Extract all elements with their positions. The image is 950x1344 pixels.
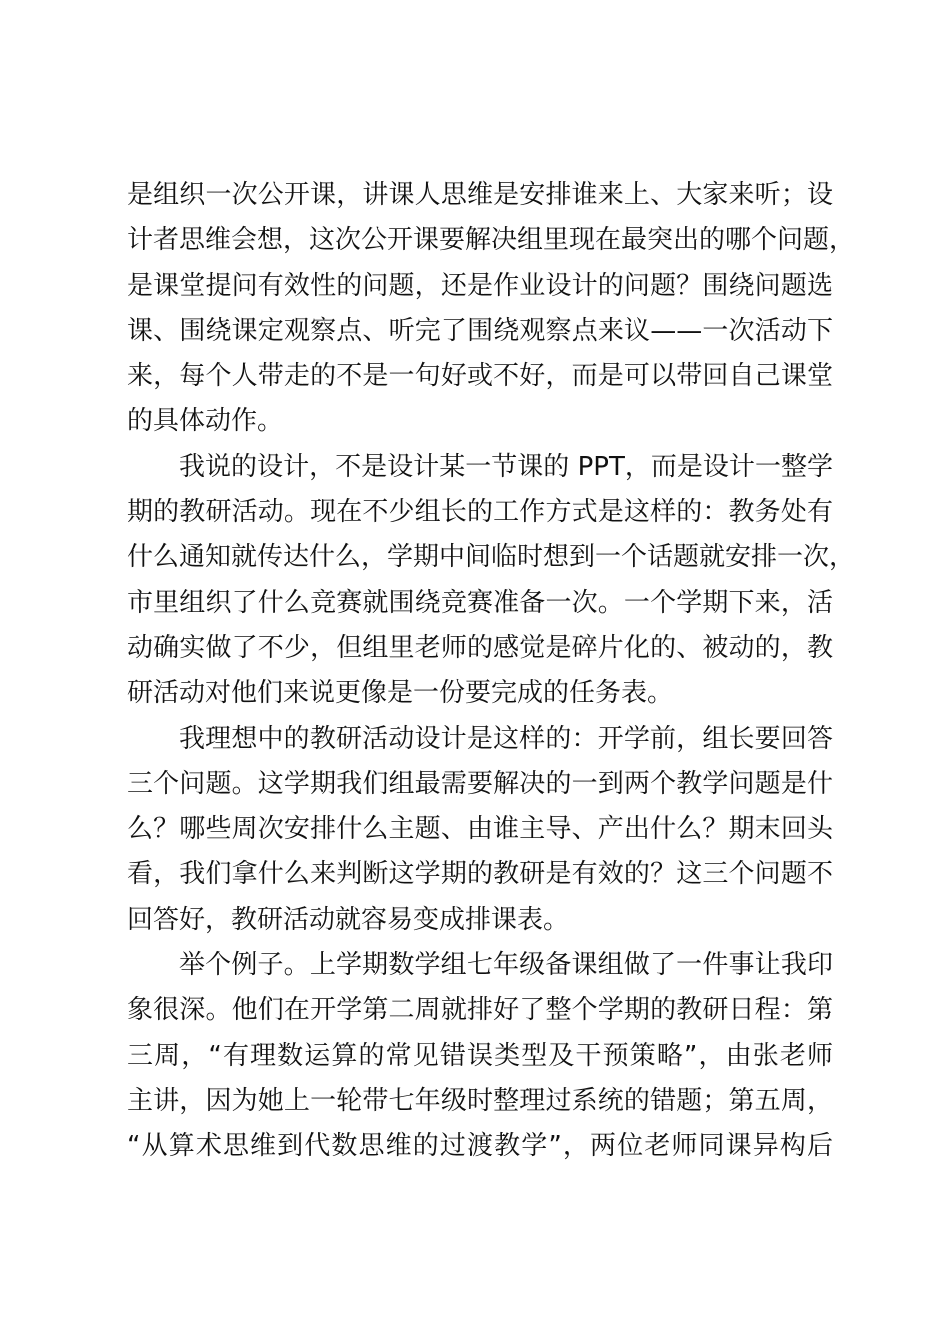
text-line: “从算术思维到代数思维的过渡教学”，两位老师同课异构后 <box>127 1131 833 1162</box>
text-line: 回答好，教研活动就容易变成排课表。 <box>127 904 570 935</box>
text-line: 动确实做了不少，但组里老师的感觉是碎片化的、被动的，教 <box>127 632 833 663</box>
text-line: 我说的设计，不是设计某一节课的 PPT，而是设计一整学 <box>179 451 833 482</box>
text-line: 是课堂提问有效性的问题，还是作业设计的问题？围绕问题选 <box>127 270 833 301</box>
text-line: 期的教研活动。现在不少组长的工作方式是这样的：教务处有 <box>127 497 833 528</box>
text-line: 研活动对他们来说更像是一份要完成的任务表。 <box>127 678 674 709</box>
text-line: 市里组织了什么竞赛就围绕竞赛准备一次。一个学期下来，活 <box>127 587 833 618</box>
text-line: 计者思维会想，这次公开课要解决组里现在最突出的哪个问题， <box>127 225 856 256</box>
body-text <box>127 173 856 1170</box>
text-line: 课、围绕课定观察点、听完了围绕观察点来议——一次活动下 <box>127 315 833 346</box>
text-line: 三周，“有理数运算的常见错误类型及干预策略”，由张老师 <box>127 1040 833 1071</box>
paragraph <box>127 173 856 445</box>
text-line: 什么通知就传达什么，学期中间临时想到一个话题就安排一次， <box>127 542 856 573</box>
text-line: 主讲，因为她上一轮带七年级时整理过系统的错题；第五周， <box>127 1085 833 1116</box>
text-line: 象很深。他们在开学第二周就排好了整个学期的教研日程：第 <box>127 995 833 1026</box>
text-line: 么？哪些周次安排什么主题、由谁主导、产出什么？期末回头 <box>127 814 833 845</box>
text-line: 看，我们拿什么来判断这学期的教研是有效的？这三个问题不 <box>127 859 833 890</box>
text-line: 我理想中的教研活动设计是这样的：开学前，组长要回答 <box>179 723 833 754</box>
text-line: 来，每个人带走的不是一句好或不好，而是可以带回自己课堂 <box>127 361 833 392</box>
text-line: 举个例子。上学期数学组七年级备课组做了一件事让我印 <box>179 950 833 981</box>
paragraph <box>127 445 856 717</box>
text-line: 是组织一次公开课，讲课人思维是安排谁来上、大家来听；设 <box>127 180 833 210</box>
paragraph <box>127 717 833 943</box>
paragraph <box>127 943 833 1169</box>
text-line: 的具体动作。 <box>127 406 284 437</box>
text-line: 三个问题。这学期我们组最需要解决的一到两个教学问题是什 <box>127 768 833 799</box>
